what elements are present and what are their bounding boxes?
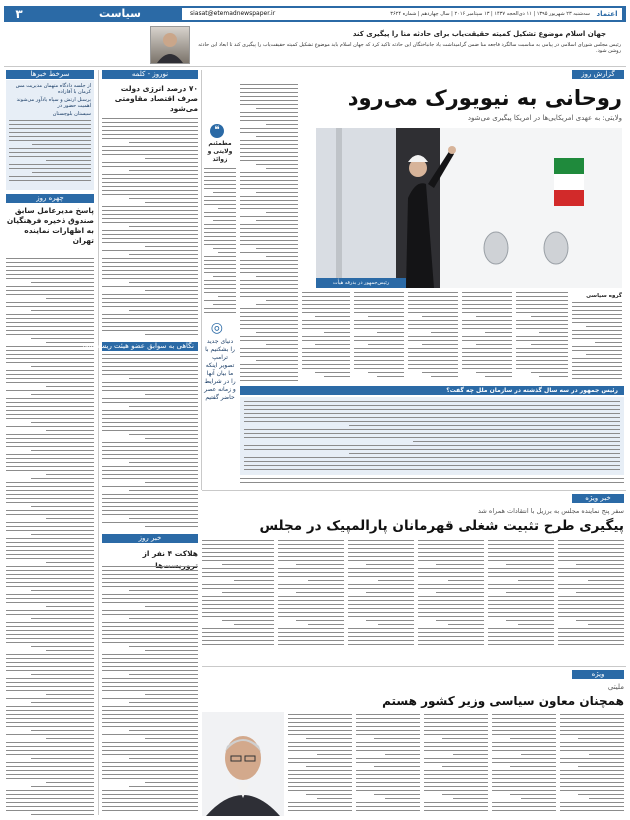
appointment-body-4 <box>356 714 420 814</box>
appointment-body-1 <box>560 714 624 814</box>
sport-body-5 <box>278 540 344 650</box>
quote-text: دنیای جدید را بشکنیم با ترامپ تصویر اینکه ما بیان آنها را در شرایط و زمانه عصر حاضر گفتیم <box>204 338 236 401</box>
section-title: سیاست <box>99 7 141 20</box>
top-story-body: رئیس مجلس شورای اسلامی در پیامی به مناسبت سالگرد فاجعه منا ضمن گرامیداشت یاد جانباختگان این حادثه تاکید کرد که جهان اسلام باید موضوع تشکیل کمیته حقیقت‌یاب را پیگیری کند تا ابعاد این حادثه روشن شود. <box>198 42 621 54</box>
rouhani-body-2 <box>516 292 568 382</box>
quote-open-icon: ❝ <box>210 124 224 138</box>
sport-body-2 <box>488 540 554 650</box>
top-story-headline: جهان اسلام موضوع تشکیل کمیته حقیقت‌یاب برای حادثه منا را پیگیری کند <box>352 30 606 38</box>
middle-second-kicker: خبر روز <box>102 534 198 543</box>
middle-second-body <box>102 566 198 814</box>
rouhani-sub-headline: رئیس جمهور در سه سال گذشته در سازمان ملل چه گفت؟ <box>240 386 624 395</box>
middle-headline: ۷۰ درصد انرژی دولت صرف اقتصاد مقاومتی می‌شود <box>114 84 198 113</box>
sport-body-4 <box>348 540 414 650</box>
dateline: سه‌شنبه ۲۳ شهریور ۱۳۹۵ | ۱۱ ذی‌الحجه ۱۴۳۷ | ۱۳ سپتامبر ۲۰۱۶ | سال چهاردهم | شماره ۳۶۲۴ <box>390 11 590 17</box>
sidebar-headline: پاسخ مدیرعامل سابق صندوق ذخیره فرهنگیان به اظهارات نماینده تهران <box>6 206 94 245</box>
rouhani-body-5 <box>354 292 404 382</box>
middle-box-title: نگاهی به سوابق عضو هیئت ریسه سفر <box>102 342 198 351</box>
sidebar-bullet: پرسنل ارتش و سپاه یادآور می‌شوند اهمیت حضور در <box>16 97 91 109</box>
appointment-headline: همچنان معاون سیاسی وزیر کشور هستم <box>382 694 624 708</box>
sidebar-box-title: سرخط خبرها <box>6 70 94 79</box>
column-text-a <box>240 84 298 384</box>
sport-body-6 <box>202 540 274 650</box>
speech-summary-box <box>240 397 624 475</box>
quote-title: مطمئنم ولایتی و زوائد <box>207 140 233 163</box>
quote-title-text <box>204 168 236 318</box>
portrait-avatar <box>150 26 190 64</box>
rouhani-body-3 <box>462 292 512 382</box>
official-portrait <box>202 712 284 816</box>
rouhani-subhead: ولایتی: به عهدی امریکایی‌ها در امریکا پیگیری می‌شود <box>467 114 622 122</box>
appointment-tag: ویژه <box>572 670 624 679</box>
middle-second-headline: هلاکت ۴ نفر از <box>142 549 198 558</box>
sidebar-news-box <box>6 80 94 190</box>
appointment-body-3 <box>424 714 488 814</box>
sport-kicker: سفر پنج نماینده مجلس به برزیل با انتقادات همراه شد <box>478 507 624 515</box>
rouhani-bottom-text <box>240 478 624 488</box>
column-text-b <box>302 84 312 88</box>
photo-caption: رئیس‌جمهور در بدرقه هیأت <box>316 278 406 288</box>
rouhani-headline: روحانی به نیویورک می‌رود <box>347 86 622 110</box>
sport-headline: پیگیری طرح تثبیت شغلی قهرمانان پارالمپیک در مجلس <box>259 518 624 534</box>
appointment-body-2 <box>492 714 556 814</box>
rouhani-body-1 <box>572 302 622 382</box>
middle-body-text <box>102 118 198 338</box>
appointment-body-5 <box>288 714 352 814</box>
newspaper-logo: اعتماد <box>596 10 618 18</box>
rouhani-body-6 <box>302 292 350 382</box>
sport-body-1 <box>558 540 624 650</box>
sidebar-bullet: سیستان بلوچستان <box>52 111 91 117</box>
sidebar-tag: چهره روز <box>6 194 94 203</box>
middle-kicker: نوروز - کلمه <box>102 70 198 79</box>
sport-tag: خبر ویژه <box>572 494 624 503</box>
rouhani-sub-kicker: گروه سیاسی <box>586 293 622 299</box>
rouhani-body-4 <box>408 292 458 382</box>
middle-box-text <box>102 354 198 530</box>
appointment-kicker: ملیتی <box>607 683 624 691</box>
email-link[interactable]: siasat@etemadnewspaper.ir <box>190 10 276 17</box>
sidebar-bullet: از جلسه دادگاه متهمان مدیریت مس کرمان با آقازاده <box>15 83 91 95</box>
rouhani-photo <box>316 128 622 288</box>
quote-mark-icon: ◎ <box>210 320 223 336</box>
sport-body-3 <box>418 540 484 650</box>
page-number: ۳ <box>15 7 23 21</box>
rouhani-kicker: گزارش روز <box>572 70 624 79</box>
